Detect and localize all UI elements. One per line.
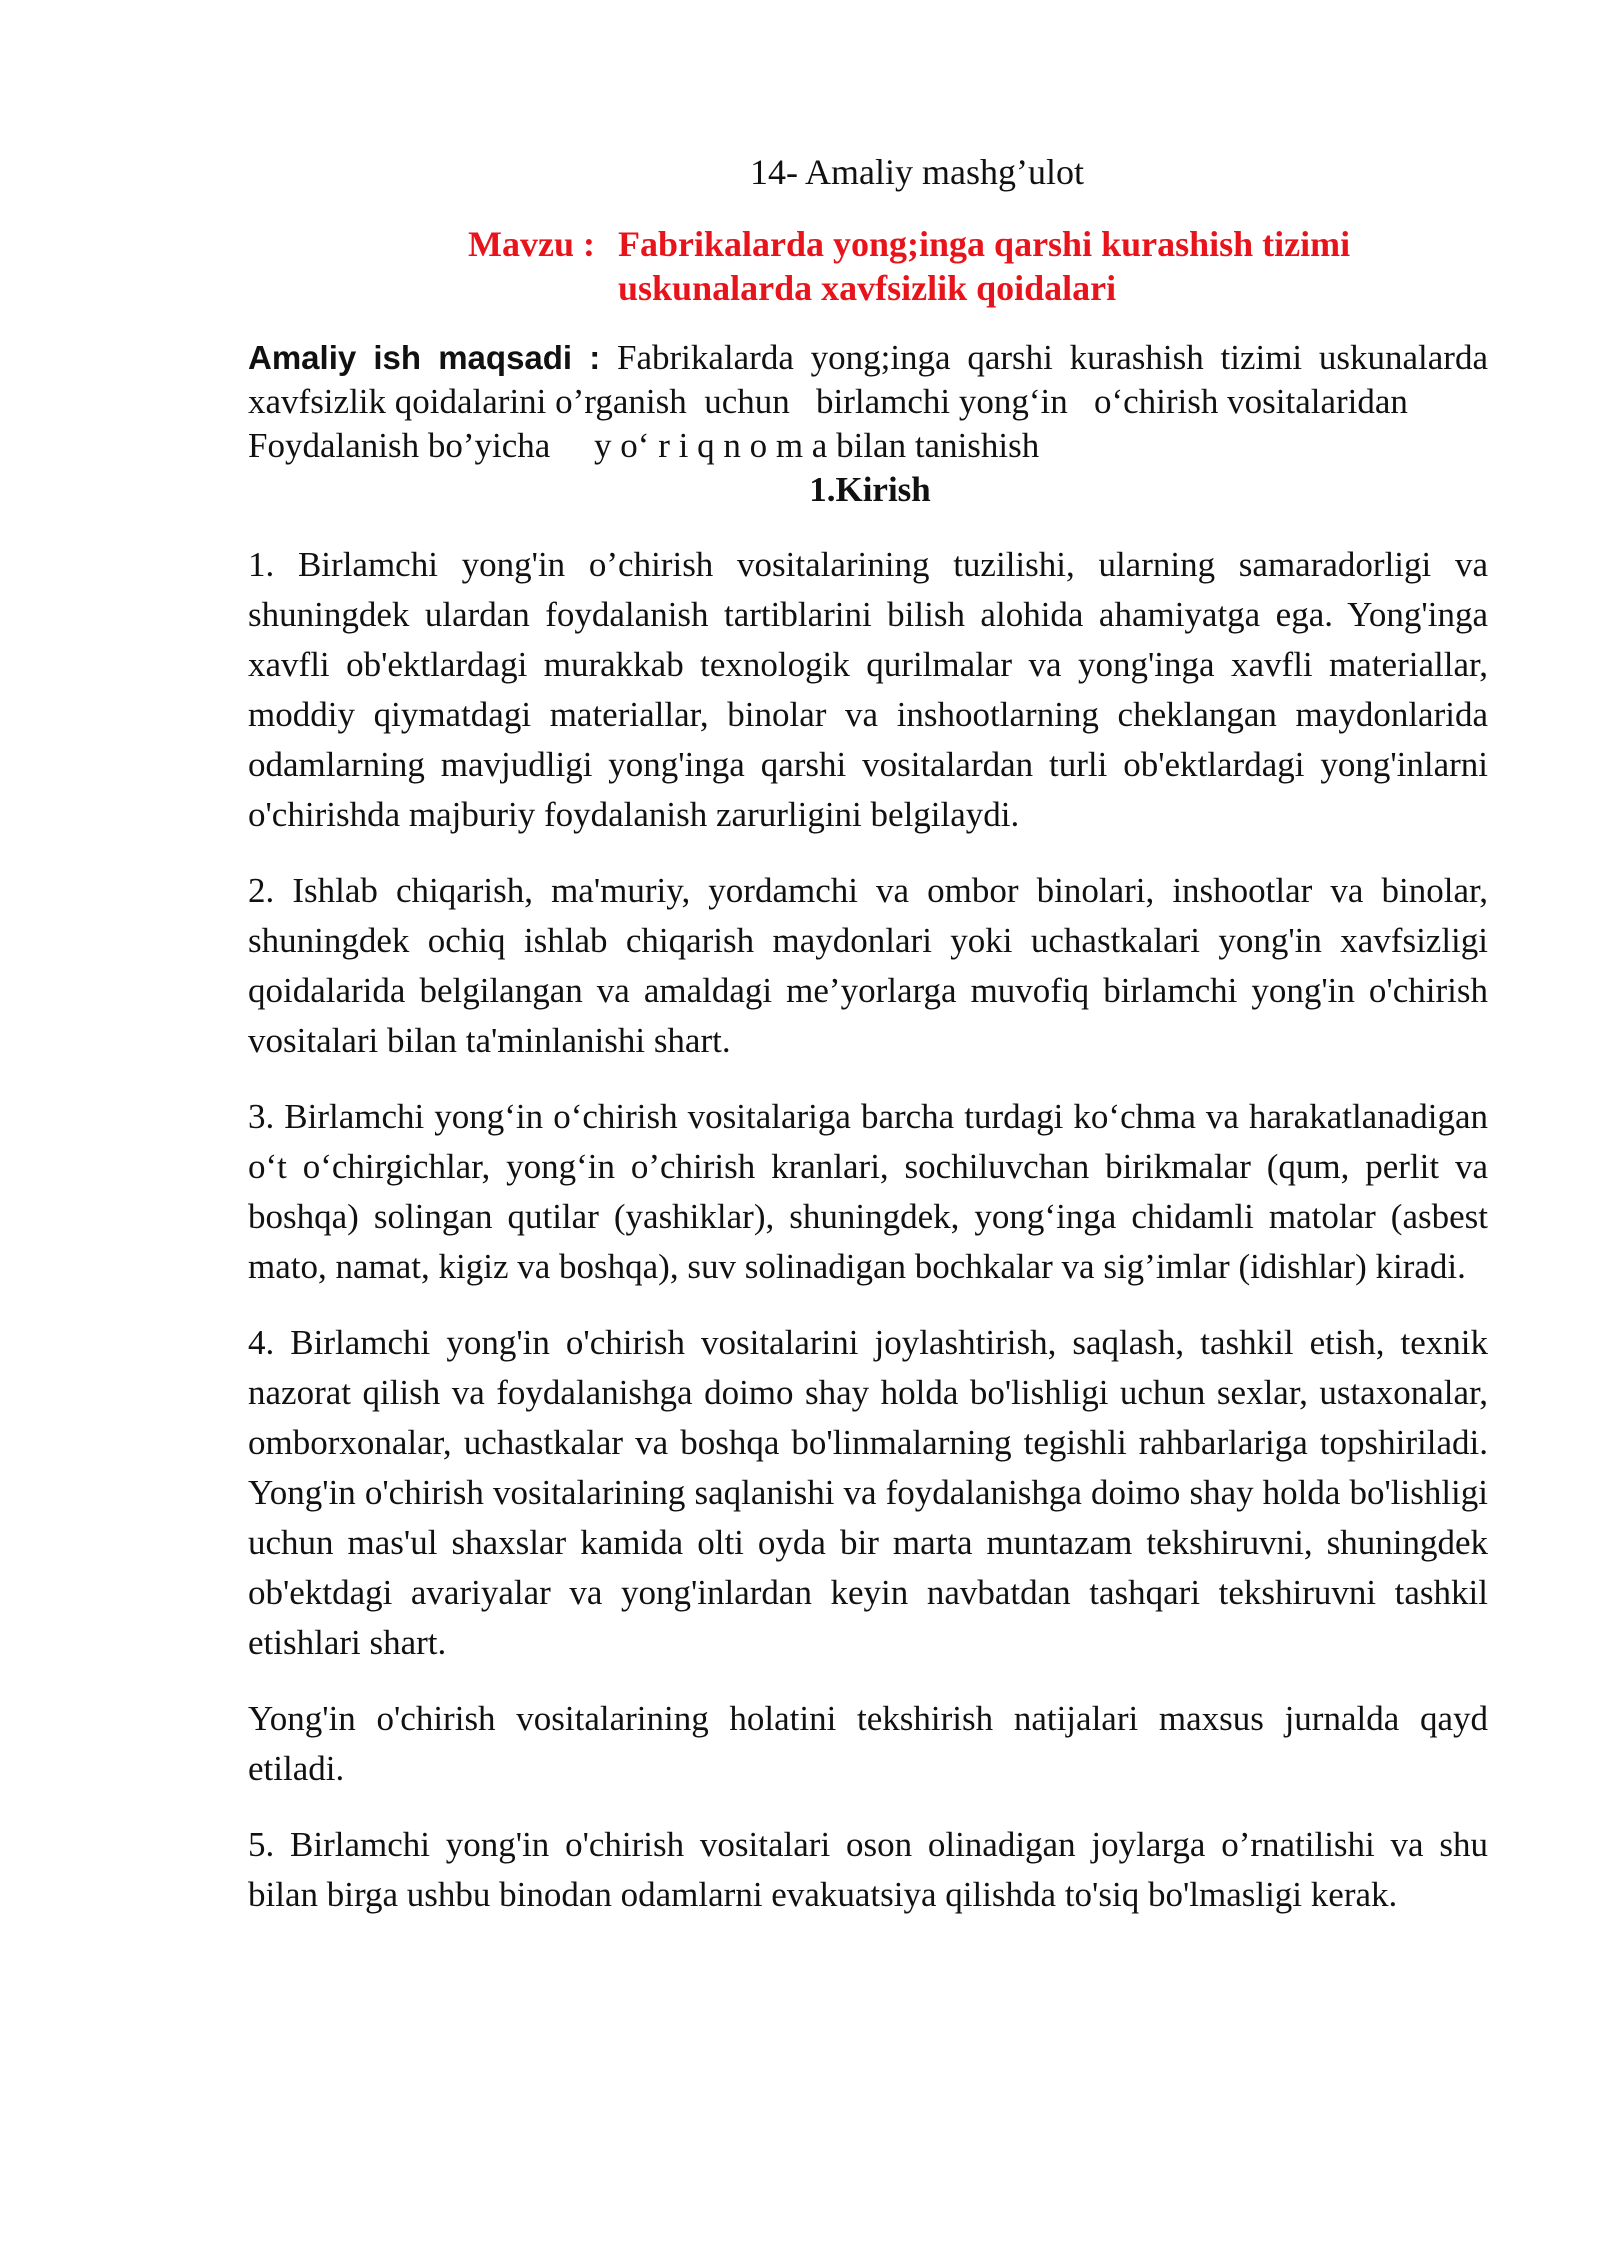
paragraph-4: 4. Birlamchi yong'in o'chirish vositalarini joylashtirish, saqlash, tashkil etish, texnik nazorat qilish va foydalanishga doimo shay holda bo'lishligi uchun sexlar, ustaxonalar, omborxonalar, uchastkalar va boshqa bo'linmalarning tegishli rahbarlariga topshiriladi. Yong'in o'chirish vositalarining saqlanishi va foydalanishga doimo shay holda bo'lishligi uchun mas'ul shaxslar kamida olti oyda bir marta muntazam tekshiruvni, shuningdek ob'ektdagi avariyalar va yong'inlardan keyin navbatdan tashqari tekshiruvni tashkil etishlari shart.	[248, 1323, 1488, 1662]
section-heading: 1.Kirish	[809, 470, 931, 509]
goal-line-2: xavfsizlik qoidalarini o’rganish uchun birlamchi yong‘in o‘chirish vositalaridan	[248, 382, 1408, 421]
paragraph-note: Yong'in o'chirish vositalarining holatini tekshirish natijalari maxsus jurnalda qayd etiladi.	[248, 1699, 1488, 1788]
paragraph-5: 5. Birlamchi yong'in o'chirish vositalari oson olinadigan joylarga o’rnatilishi va shu bilan birga ushbu binodan odamlarni evakuatsiya qilishda to'siq bo'lmasligi kerak.	[248, 1825, 1488, 1914]
goal-line-1	[248, 336, 1488, 380]
topic-line-1: Fabrikalarda yong;inga qarshi kurashish tizimi	[618, 224, 1351, 264]
lesson-title: 14- Amaliy mashg’ulot	[750, 152, 1084, 192]
paragraph-1: 1. Birlamchi yong'in o’chirish vositalarining tuzilishi, ularning samaradorligi va shuningdek ulardan foydalanish tartiblarini bilish alohida ahamiyatga ega. Yong'inga xavfli ob'ektlardagi murakkab texnologik qurilmalar va yong'inga xavfli materiallar, moddiy qiymatdagi materiallar, binolar va inshootlarning cheklangan maydonlarida odamlarning mavjudligi yong'inga qarshi vositalardan turli ob'ektlardagi yong'inlarni o'chirishda majburiy foydalanish zarurligini belgilaydi.	[248, 545, 1488, 834]
topic-line-2: uskunalarda xavfsizlik qoidalari	[618, 268, 1117, 308]
goal-line-3: Foydalanish bo’yicha y o‘ r i q n o m a bilan tanishish	[248, 426, 1040, 465]
paragraph-3: 3. Birlamchi yong‘in o‘chirish vositalariga barcha turdagi ko‘chma va harakatlanadigan o‘t o‘chirgichlar, yong‘in o’chirish kranlari, sochiluvchan birikmalar (qum, perlit va boshqa) solingan qutilar (yashiklar), shuningdek, yong‘inga chidamli matolar (asbest mato, namat, kigiz va boshqa), suv solinadigan bochkalar va sig’imlar (idishlar) kiradi.	[248, 1097, 1488, 1286]
paragraph-2: 2. Ishlab chiqarish, ma'muriy, yordamchi va ombor binolari, inshootlar va binolar, shuningdek ochiq ishlab chiqarish maydonlari yoki uchastkalari yong'in xavfsizligi qoidalarida belgilangan va amaldagi me’yorlarga muvofiq birlamchi yong'in o'chirish vositalari bilan ta'minlanishi shart.	[248, 871, 1488, 1060]
topic-label: Mavzu :	[468, 224, 595, 264]
practical-work-goal	[248, 336, 1488, 468]
body-text	[248, 540, 1488, 1946]
topic-heading	[468, 222, 1350, 310]
goal-label: Amaliy ish maqsadi :	[248, 339, 601, 376]
goal-line-1-text: Fabrikalarda yong;inga qarshi kurashish tizimi uskunalarda	[617, 338, 1489, 377]
